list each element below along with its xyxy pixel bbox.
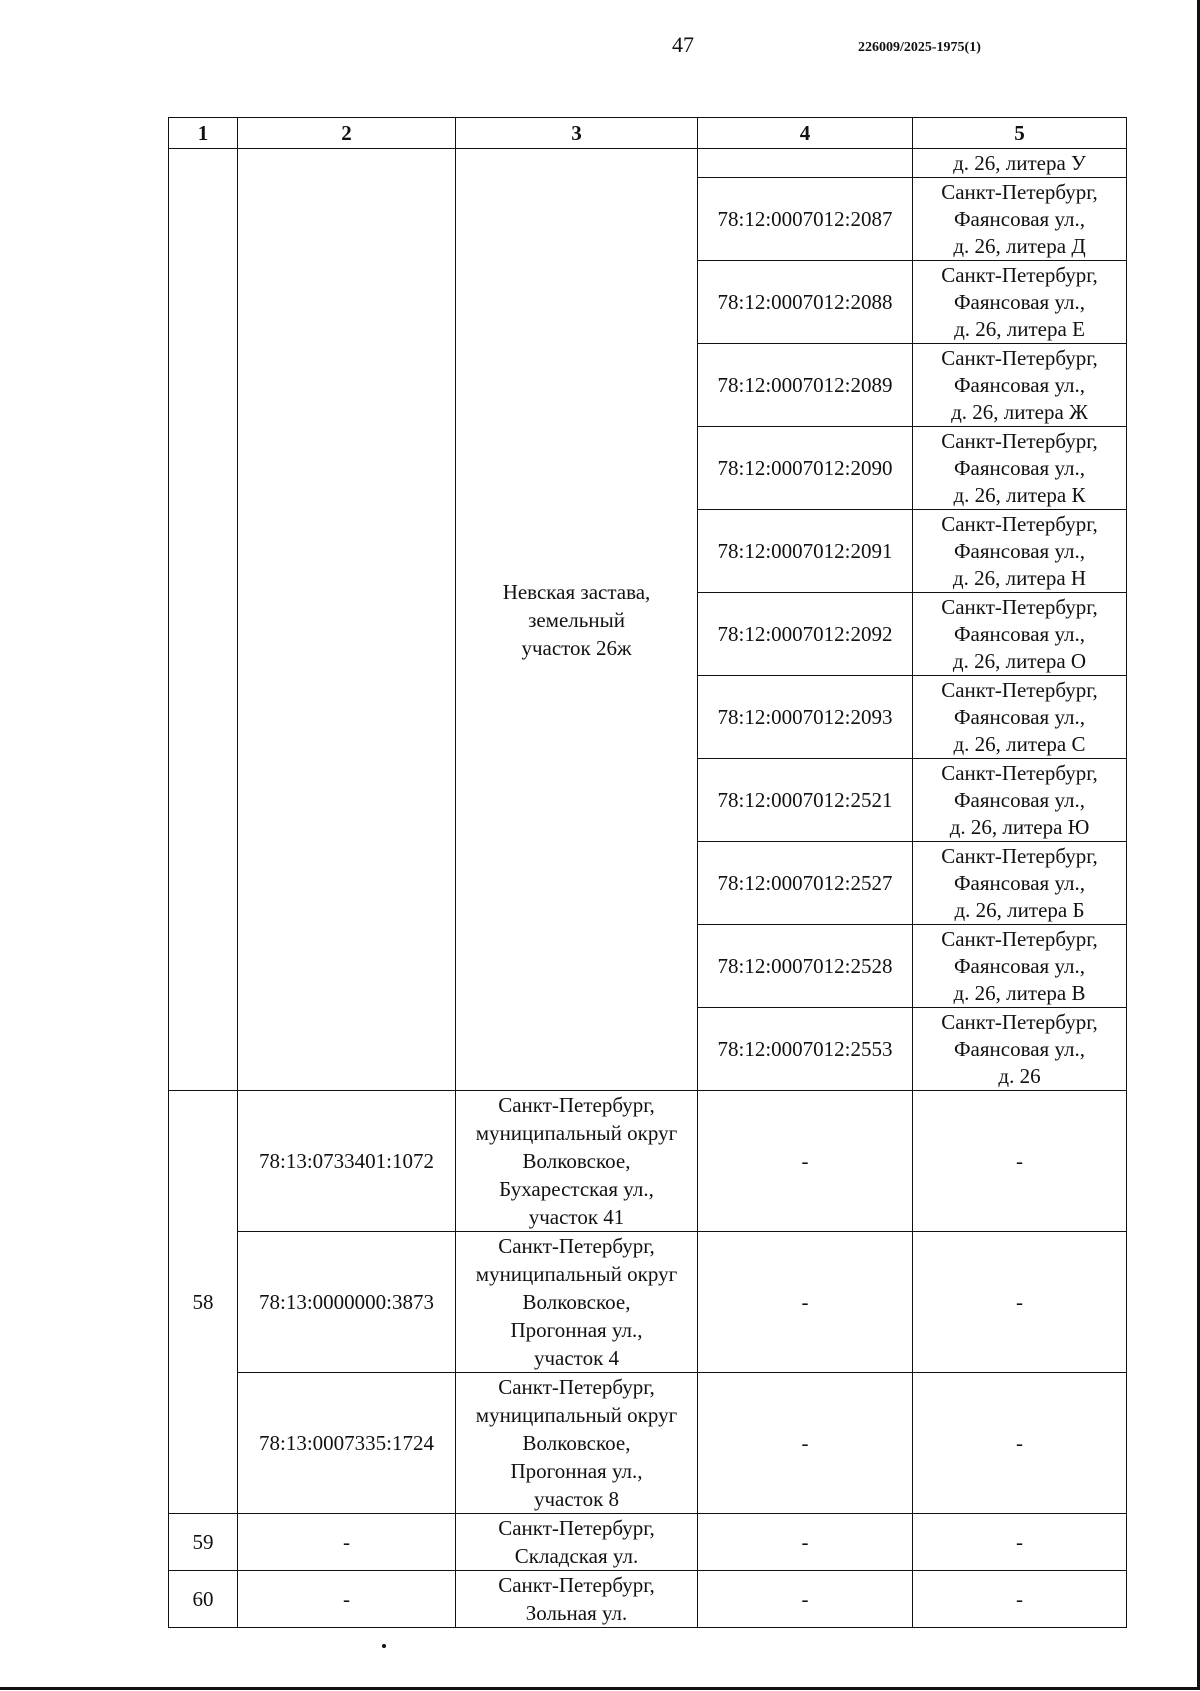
- cell-building-address: [913, 1008, 1127, 1091]
- cell-building-address: [913, 676, 1127, 759]
- scan-dot-mark: [382, 1644, 386, 1648]
- address-line: Фаянсовая ул.,: [953, 704, 1086, 729]
- address-line: Санкт-Петербург,: [941, 428, 1098, 453]
- cell-cadastral: -: [238, 1571, 456, 1628]
- cell-building-cadastral: 78:12:0007012:2091: [698, 510, 913, 593]
- address-line: Санкт-Петербург,: [498, 1093, 655, 1117]
- cell-cadastral: 78:13:0000000:3873: [238, 1232, 456, 1373]
- cell-building-address: -: [913, 1571, 1127, 1628]
- address-line: Фаянсовая ул.,: [953, 787, 1086, 812]
- document-id: 226009/2025-1975(1): [858, 40, 981, 55]
- cell-land-address: [456, 149, 698, 1091]
- cell-building-cadastral: 78:12:0007012:2087: [698, 178, 913, 261]
- address-line: Санкт-Петербург,: [941, 345, 1098, 370]
- address-line: д. 26, литера Н: [952, 565, 1087, 590]
- cell-number: 58: [169, 1091, 238, 1514]
- cell-cadastral: -: [238, 1514, 456, 1571]
- cell-building-cadastral: -: [698, 1373, 913, 1514]
- cell-building-address: [913, 427, 1127, 510]
- address-line: муниципальный округ: [475, 1121, 678, 1145]
- address-line: Фаянсовая ул.,: [953, 538, 1086, 563]
- address-line: Санкт-Петербург,: [941, 677, 1098, 702]
- cell-land-address: [456, 1373, 698, 1514]
- cell-number-empty: [169, 149, 238, 1091]
- address-line: Санкт-Петербург,: [941, 179, 1098, 204]
- address-line: земельный: [528, 607, 625, 632]
- cell-building-cadastral: 78:12:0007012:2089: [698, 344, 913, 427]
- address-line: муниципальный округ: [475, 1262, 678, 1286]
- cell-building-cadastral: 78:12:0007012:2088: [698, 261, 913, 344]
- column-header: 1: [169, 118, 238, 149]
- address-line: д. 26, литера Ю: [949, 814, 1090, 839]
- address-line: Санкт-Петербург,: [498, 1234, 655, 1258]
- table-row: [169, 1373, 1127, 1514]
- address-line: Фаянсовая ул.,: [953, 372, 1086, 397]
- address-line: Санкт-Петербург,: [941, 1009, 1098, 1034]
- cell-building-cadastral: 78:12:0007012:2521: [698, 759, 913, 842]
- address-line: участок 8: [533, 1487, 620, 1511]
- address-line: Санкт-Петербург,: [941, 926, 1098, 951]
- address-line: Санкт-Петербург,: [941, 511, 1098, 536]
- address-line: Фаянсовая ул.,: [953, 621, 1086, 646]
- cell-building-address: д. 26, литера У: [913, 149, 1127, 178]
- table-row: [169, 149, 1127, 178]
- cell-building-cadastral: 78:12:0007012:2553: [698, 1008, 913, 1091]
- cell-building-cadastral: -: [698, 1571, 913, 1628]
- address-line: Прогонная ул.,: [510, 1318, 643, 1342]
- column-header: 5: [913, 118, 1127, 149]
- cell-cadastral-empty: [238, 149, 456, 1091]
- cell-building-address: [913, 759, 1127, 842]
- address-line: Санкт-Петербург,: [498, 1573, 655, 1597]
- cell-building-address: [913, 593, 1127, 676]
- address-line: д. 26, литера Ж: [951, 399, 1088, 424]
- cell-building-address: [913, 510, 1127, 593]
- table-row: [169, 1514, 1127, 1571]
- column-header: 4: [698, 118, 913, 149]
- registry-table: [168, 117, 1127, 1628]
- cell-land-address: [456, 1232, 698, 1373]
- cell-building-cadastral: 78:12:0007012:2090: [698, 427, 913, 510]
- address-line: Невская застава,: [502, 579, 651, 604]
- cell-building-address: -: [913, 1091, 1127, 1232]
- address-line: д. 26, литера Д: [953, 233, 1086, 258]
- column-header: 2: [238, 118, 456, 149]
- address-line: Зольная ул.: [525, 1601, 628, 1625]
- address-line: д. 26, литера В: [953, 980, 1086, 1005]
- cell-building-address: -: [913, 1514, 1127, 1571]
- address-line: Фаянсовая ул.,: [953, 455, 1086, 480]
- address-line: муниципальный округ: [475, 1403, 678, 1427]
- cell-building-cadastral: 78:12:0007012:2528: [698, 925, 913, 1008]
- cell-building-cadastral-empty: [698, 149, 913, 178]
- table-row: [169, 1232, 1127, 1373]
- address-line: д. 26: [998, 1063, 1041, 1088]
- cell-building-address: [913, 925, 1127, 1008]
- cell-land-address: [456, 1571, 698, 1628]
- cell-building-cadastral: 78:12:0007012:2527: [698, 842, 913, 925]
- address-line: д. 26, литера С: [953, 731, 1086, 756]
- address-line: Волковское,: [522, 1149, 631, 1173]
- cell-building-address: [913, 842, 1127, 925]
- address-line: Фаянсовая ул.,: [953, 870, 1086, 895]
- address-line: участок 26ж: [521, 635, 632, 660]
- address-line: Фаянсовая ул.,: [953, 289, 1086, 314]
- cell-building-address: [913, 178, 1127, 261]
- column-header: 3: [456, 118, 698, 149]
- address-line: Прогонная ул.,: [510, 1459, 643, 1483]
- address-line: Фаянсовая ул.,: [953, 1036, 1086, 1061]
- page-number: 47: [672, 32, 694, 57]
- address-line: д. 26, литера Е: [954, 316, 1085, 341]
- address-line: Санкт-Петербург,: [941, 594, 1098, 619]
- cell-building-cadastral: -: [698, 1232, 913, 1373]
- table-row: [169, 1091, 1127, 1232]
- cell-building-address: -: [913, 1232, 1127, 1373]
- cell-number: 59: [169, 1514, 238, 1571]
- cell-building-address: -: [913, 1373, 1127, 1514]
- cell-cadastral: 78:13:0007335:1724: [238, 1373, 456, 1514]
- address-line: Фаянсовая ул.,: [953, 206, 1086, 231]
- address-line: Фаянсовая ул.,: [953, 953, 1086, 978]
- address-line: Складская ул.: [514, 1544, 639, 1568]
- address-line: д. 26, литера Б: [954, 897, 1085, 922]
- address-line: Волковское,: [522, 1431, 631, 1455]
- cell-cadastral: 78:13:0733401:1072: [238, 1091, 456, 1232]
- address-line: участок 4: [533, 1346, 620, 1370]
- cell-building-address: [913, 344, 1127, 427]
- cell-number: 60: [169, 1571, 238, 1628]
- address-line: Санкт-Петербург,: [941, 760, 1098, 785]
- address-line: д. 26, литера К: [953, 482, 1086, 507]
- table-row: [169, 1571, 1127, 1628]
- cell-land-address: [456, 1091, 698, 1232]
- cell-building-address: [913, 261, 1127, 344]
- cell-building-cadastral: 78:12:0007012:2093: [698, 676, 913, 759]
- cell-building-cadastral: -: [698, 1091, 913, 1232]
- table-header-row: [169, 118, 1127, 149]
- address-line: Бухарестская ул.,: [499, 1177, 654, 1201]
- address-line: Санкт-Петербург,: [941, 843, 1098, 868]
- address-line: Санкт-Петербург,: [941, 262, 1098, 287]
- address-line: Санкт-Петербург,: [498, 1516, 655, 1540]
- cell-land-address: [456, 1514, 698, 1571]
- address-line: Волковское,: [522, 1290, 631, 1314]
- address-line: д. 26, литера О: [952, 648, 1087, 673]
- address-line: Санкт-Петербург,: [498, 1375, 655, 1399]
- cell-building-cadastral: -: [698, 1514, 913, 1571]
- cell-building-cadastral: 78:12:0007012:2092: [698, 593, 913, 676]
- address-line: участок 41: [528, 1205, 625, 1229]
